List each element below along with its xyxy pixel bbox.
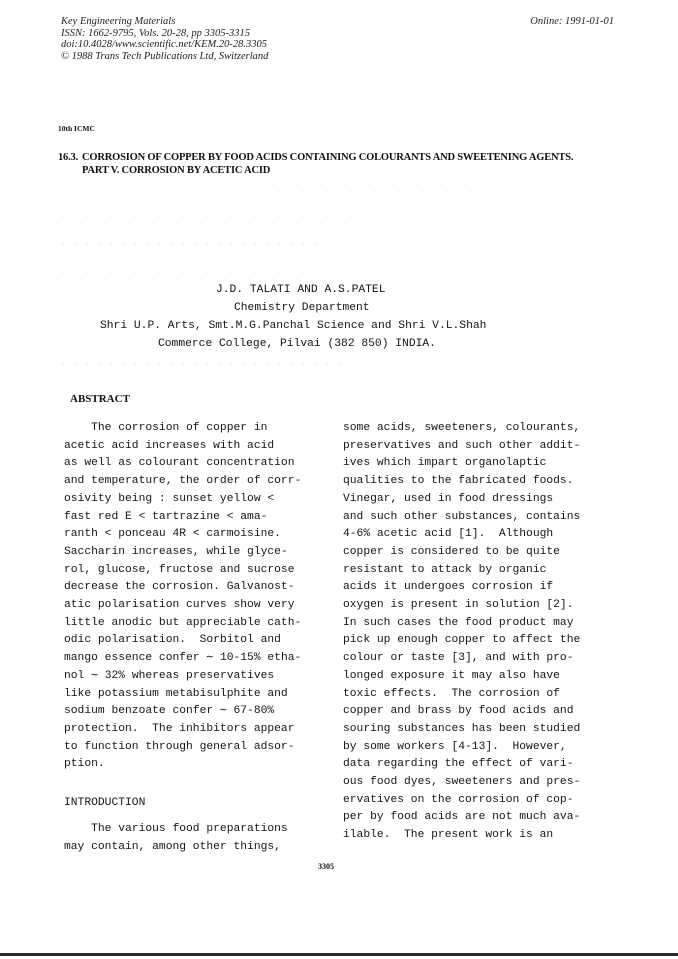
introduction-line: may contain, among other things, [64,840,281,853]
abstract-line: ption. [64,758,105,771]
body-line: preservatives and such other addit- [343,439,581,452]
abstract-line: ranth < ponceau 4R < carmoisine. [64,528,281,541]
show-through-noise: · · · · · · · · · · · · · · · · · · · · · [60,268,307,279]
body-line: per by food acids are not much ava- [343,811,581,824]
body-line: In such cases the food product may [343,616,574,629]
introduction-heading: INTRODUCTION [64,797,146,809]
abstract-line: osivity being : sunset yellow < [64,492,275,505]
paper-title [58,151,638,177]
introduction-body [64,821,288,856]
abstract-line: The corrosion of copper in [64,422,268,434]
introduction-line: The various food preparations [64,823,288,835]
body-line: souring substances has been studied [343,722,581,735]
author-names: J.D. TALATI AND A.S.PATEL [216,284,386,296]
section-number: 16.3. [58,152,79,163]
body-line: copper and brass by food acids and [343,705,574,718]
body-line: by some workers [4-13]. However, [343,740,567,753]
body-line: colour or taste [3], and with pro- [343,652,574,665]
body-line: toxic effects. The corrosion of [343,687,560,700]
abstract-line: acetic acid increases with acid [64,439,275,452]
title-line-2: PART V. CORROSION BY ACETIC ACID [82,165,271,176]
conference-tag: 10th ICMC [58,124,95,133]
bottom-rule [0,953,678,956]
body-line: 4-6% acetic acid [1]. Although [343,528,554,541]
abstract-body [64,420,332,774]
body-line: resistant to attack by organic [343,563,547,576]
abstract-line: odic polarisation. Sorbitol and [64,634,281,647]
show-through-noise: · · · · · · · · · · · · · · · · · · · · · · · · · · [60,212,367,223]
doi-line: doi:10.4028/www.scientific.net/KEM.20-28.3305 [61,39,267,50]
abstract-line: mango essence confer ∼ 10-15% etha- [64,652,302,665]
body-line: longed exposure it may also have [343,669,560,682]
abstract-line: atic polarisation curves show very [64,599,295,612]
abstract-line: nol ∼ 32% whereas preservatives [64,669,275,682]
body-line: ilable. The present work is an [343,829,554,842]
show-through-noise: · · · · · · · · · · · · · · · · · · · · · · [60,240,319,251]
institution: Shri U.P. Arts, Smt.M.G.Panchal Science and Shri V.L.Shah [100,320,487,332]
abstract-line: Saccharin increases, while glyce- [64,545,288,558]
abstract-heading: ABSTRACT [70,393,130,405]
citation-block [61,16,268,62]
body-line: Vinegar, used in food dressings [343,492,554,505]
department: Chemistry Department [234,302,370,314]
body-line: data regarding the effect of vari- [343,758,574,771]
body-line: some acids, sweeteners, colourants, [343,422,581,434]
journal-name: Key Engineering Materials [61,16,176,27]
issn-line: ISSN: 1662-9795, Vols. 20-28, pp 3305-3315 [61,27,250,39]
body-line: ervatives on the corrosion of cop- [343,793,574,806]
body-line: copper is considered to be quite [343,545,560,558]
abstract-line: protection. The inhibitors appear [64,722,295,735]
abstract-line: little anodic but appreciable cath- [64,616,302,629]
body-line: and such other substances, contains [343,510,581,523]
page-number: 3305 [318,862,334,871]
show-through-noise: · · · · · · · · · · · · · · · · · · · · · · · · [60,360,343,371]
abstract-line: sodium benzoate confer ∼ 67-80% [64,705,275,718]
abstract-line: like potassium metabisulphite and [64,687,288,700]
copyright-line: © 1988 Trans Tech Publications Ltd, Switzerland [61,50,269,62]
body-line: acids it undergoes corrosion if [343,581,554,594]
body-line: ous food dyes, sweeteners and pres- [343,776,581,789]
abstract-line: and temperature, the order of corr- [64,475,302,488]
body-line: pick up enough copper to affect the [343,634,581,647]
abstract-line: to function through general adsor- [64,740,295,753]
online-date: Online: 1991-01-01 [530,16,614,27]
right-column-body [343,420,618,845]
abstract-line: decrease the corrosion. Galvanost- [64,581,295,594]
body-line: qualities to the fabricated foods. [343,475,574,488]
abstract-line: as well as colourant concentration [64,457,295,470]
address: Commerce College, Pilvai (382 850) INDIA. [158,338,436,350]
show-through-noise: · · · · · · · · · · · · · · · · · · [270,180,481,191]
abstract-line: fast red E < tartrazine < ama- [64,510,268,523]
abstract-line: rol, glucose, fructose and sucrose [64,563,295,576]
title-line-1: CORROSION OF COPPER BY FOOD ACIDS CONTAINING COLOURANTS AND SWEETENING AGENTS. [82,152,574,163]
body-line: ives which impart organolaptic [343,457,547,470]
body-line: oxygen is present in solution [2]. [343,599,574,612]
